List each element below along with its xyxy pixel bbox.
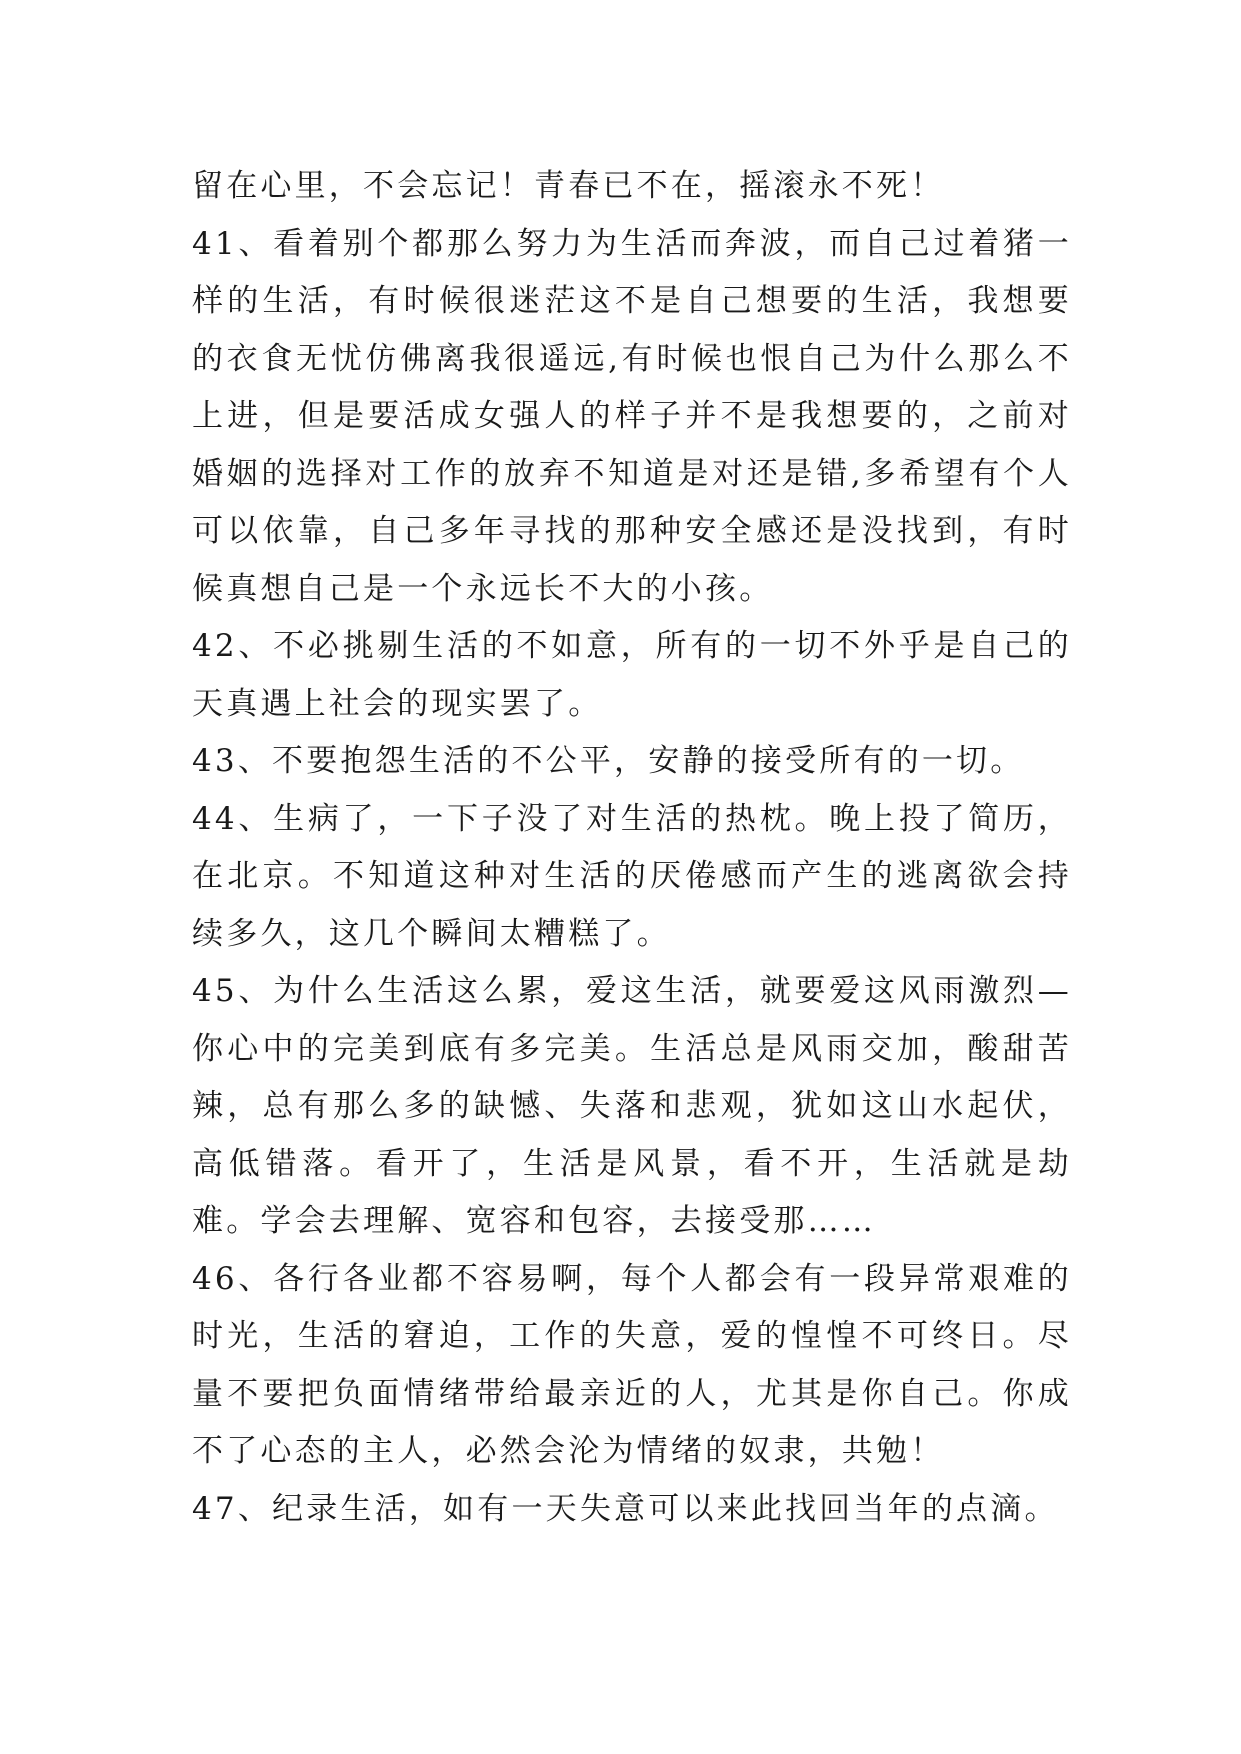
paragraph-44: 44、生病了，一下子没了对生活的热枕。晚上投了简历，在北京。不知道这种对生活的厌倦感而产生的逃离欲会持续多久，这几个瞬间太糟糕了。 [192, 800, 1072, 952]
paragraph-41: 41、看着别个都那么努力为生活而奔波，而自己过着猪一样的生活，有时候很迷茫这不是自己想要的生活，我想要的衣食无忧仿佛离我很遥远,有时候也恨自己为什么那么不上进，但是要活成女强人的样子并不是我想要的，之前对婚姻的选择对工作的放弃不知道是对还是错,多希望有个人可以依靠，自己多年寻找的那种安全感还是没找到，有时候真想自己是一个永远长不大的小孩。 [192, 225, 1072, 607]
paragraph-42: 42、不必挑剔生活的不如意，所有的一切不外乎是自己的天真遇上社会的现实罢了。 [192, 628, 1072, 722]
paragraph-47: 47、纪录生活，如有一天失意可以来此找回当年的点滴。 [192, 1490, 1059, 1527]
paragraph-43: 43、不要抱怨生活的不公平，安静的接受所有的一切。 [192, 743, 1025, 779]
paragraph-45: 45、为什么生活这么累，爱这生活，就要爱这风雨激烈—你心中的完美到底有多完美。生活总是风雨交加，酸甜苦辣，总有那么多的缺憾、失落和悲观，犹如这山水起伏，高低错落。看开了，生活是风景，看不开，生活就是劫难。学会去理解、宽容和包容，去接受那…… [192, 973, 1072, 1239]
paragraph-46: 46、各行各业都不容易啊，每个人都会有一段异常艰难的时光，生活的窘迫，工作的失意，爱的惶惶不可终日。尽量不要把负面情绪带给最亲近的人，尤其是你自己。你成不了心态的主人，必然会沦为情绪的奴隶，共勉！ [192, 1260, 1072, 1469]
paragraph-continuation: 留在心里，不会忘记！青春已不在，摇滚永不死！ [192, 168, 945, 204]
document-body [192, 158, 1072, 1538]
